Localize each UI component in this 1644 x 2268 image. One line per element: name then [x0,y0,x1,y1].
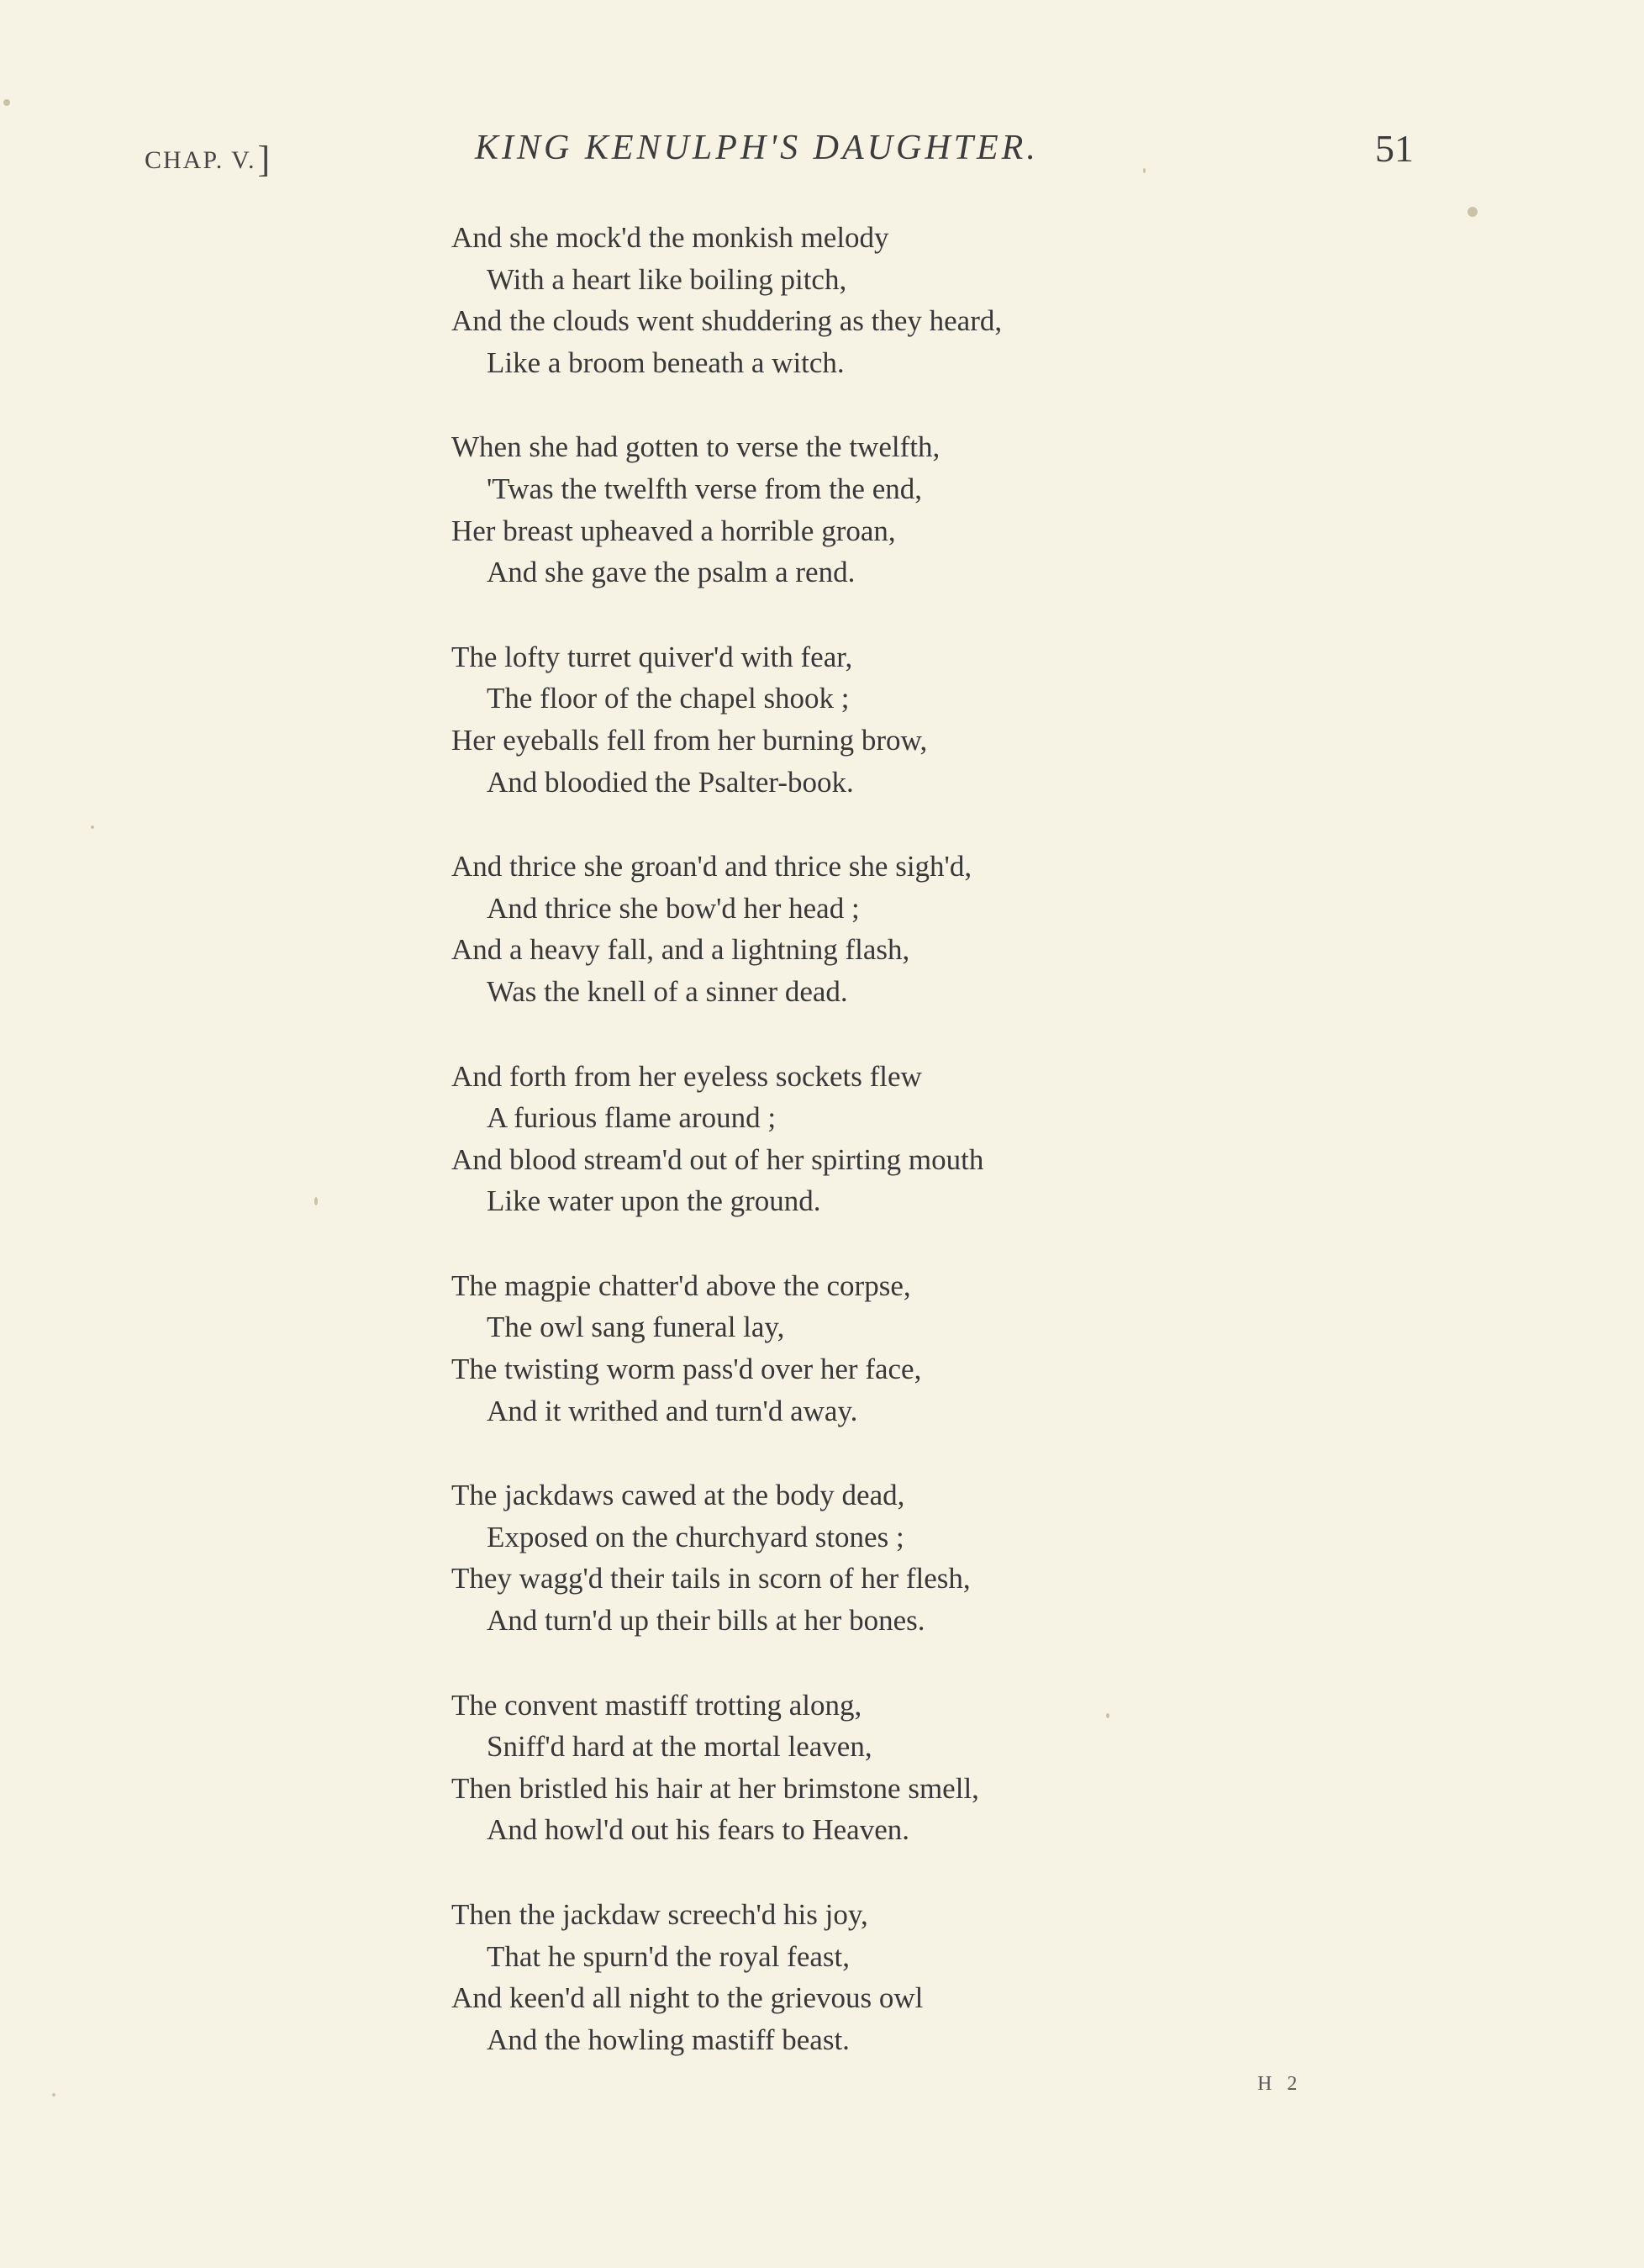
poem-line: Exposed on the churchyard stones ; [487,1520,904,1553]
poem-line: Her eyeballs fell from her burning brow, [451,723,928,757]
poem-line: And forth from her eyeless sockets flew [451,1059,922,1093]
poem-line: Was the knell of a sinner dead. [487,974,848,1008]
poem-line: And keen'd all night to the grievous owl [451,1981,924,2015]
poem-line: 'Twas the twelfth verse from the end, [487,472,922,505]
running-head-chapter [145,134,272,180]
paper-speck [91,825,94,829]
poem-line: And it writhed and turn'd away. [487,1394,858,1427]
chapter-bracket: ] [257,139,272,180]
poem-line: The lofty turret quiver'd with fear, [451,640,853,673]
poem-line: And blood stream'd out of her spirting mouth [451,1142,984,1176]
poem-line: And bloodied the Psalter-book. [487,765,854,799]
poem-line: And she gave the psalm a rend. [487,556,856,589]
poem-line: And a heavy fall, and a lightning flash, [451,933,910,967]
signature-mark: H 2 [1257,2073,1303,2095]
poem-line: Then bristled his hair at her brimstone smell, [451,1771,979,1805]
poem-line: And the clouds went shuddering as they heard, [451,304,1003,338]
poem-line: And she mock'd the monkish melody [451,221,889,254]
poem-line: The twisting worm pass'd over her face, [451,1353,922,1386]
chapter-label: CHAP. V. [145,146,256,174]
paper-speck [52,2093,55,2097]
poem-line: The jackdaws cawed at the body dead, [451,1479,905,1512]
page-number: 51 [1375,127,1414,170]
poem-line: When she had gotten to verse the twelfth, [451,430,941,464]
poem-line: They wagg'd their tails in scorn of her flesh, [451,1562,971,1596]
running-head-title: KING KENULPH'S DAUGHTER. [475,129,1039,167]
poem-line: Like a broom beneath a witch. [487,345,845,379]
paper-speck [314,1197,318,1205]
stanza [451,1685,1208,1851]
stanza [451,636,1208,803]
paper-speck [1143,168,1146,173]
poem-line: And thrice she bow'd her head ; [487,891,860,925]
paper-speck [1467,207,1478,217]
stanza [451,1056,1208,1222]
stanza [451,1894,1208,2060]
poem-line: And the howling mastiff beast. [487,2023,850,2056]
stanza [451,1474,1208,1641]
poem-line: A furious flame around ; [487,1101,777,1135]
poem-line: The magpie chatter'd above the corpse, [451,1268,911,1302]
poem-line: The owl sang funeral lay, [487,1311,785,1344]
poem-line: And thrice she groan'd and thrice she sigh'd, [451,850,972,883]
poem-line: That he spurn'd the royal feast, [487,1939,850,1973]
poem-line: Then the jackdaw screech'd his joy, [451,1898,868,1931]
paper-speck [3,99,10,106]
poem-line: Her breast upheaved a horrible groan, [451,514,896,547]
poem-line: And turn'd up their bills at her bones. [487,1604,925,1638]
poem-line: The floor of the chapel shook ; [487,682,850,715]
stanza [451,1265,1208,1432]
stanza [451,426,1208,593]
stanza [451,217,1208,383]
paper-speck [1106,1713,1109,1718]
poem-line: And howl'd out his fears to Heaven. [487,1813,910,1847]
stanza [451,846,1208,1012]
poem-line: The convent mastiff trotting along, [451,1688,862,1722]
poem-body [451,217,1208,2103]
poem-line: Like water upon the ground. [487,1184,821,1218]
poem-line: Sniff'd hard at the mortal leaven, [487,1730,872,1764]
poem-line: With a heart like boiling pitch, [487,262,847,296]
